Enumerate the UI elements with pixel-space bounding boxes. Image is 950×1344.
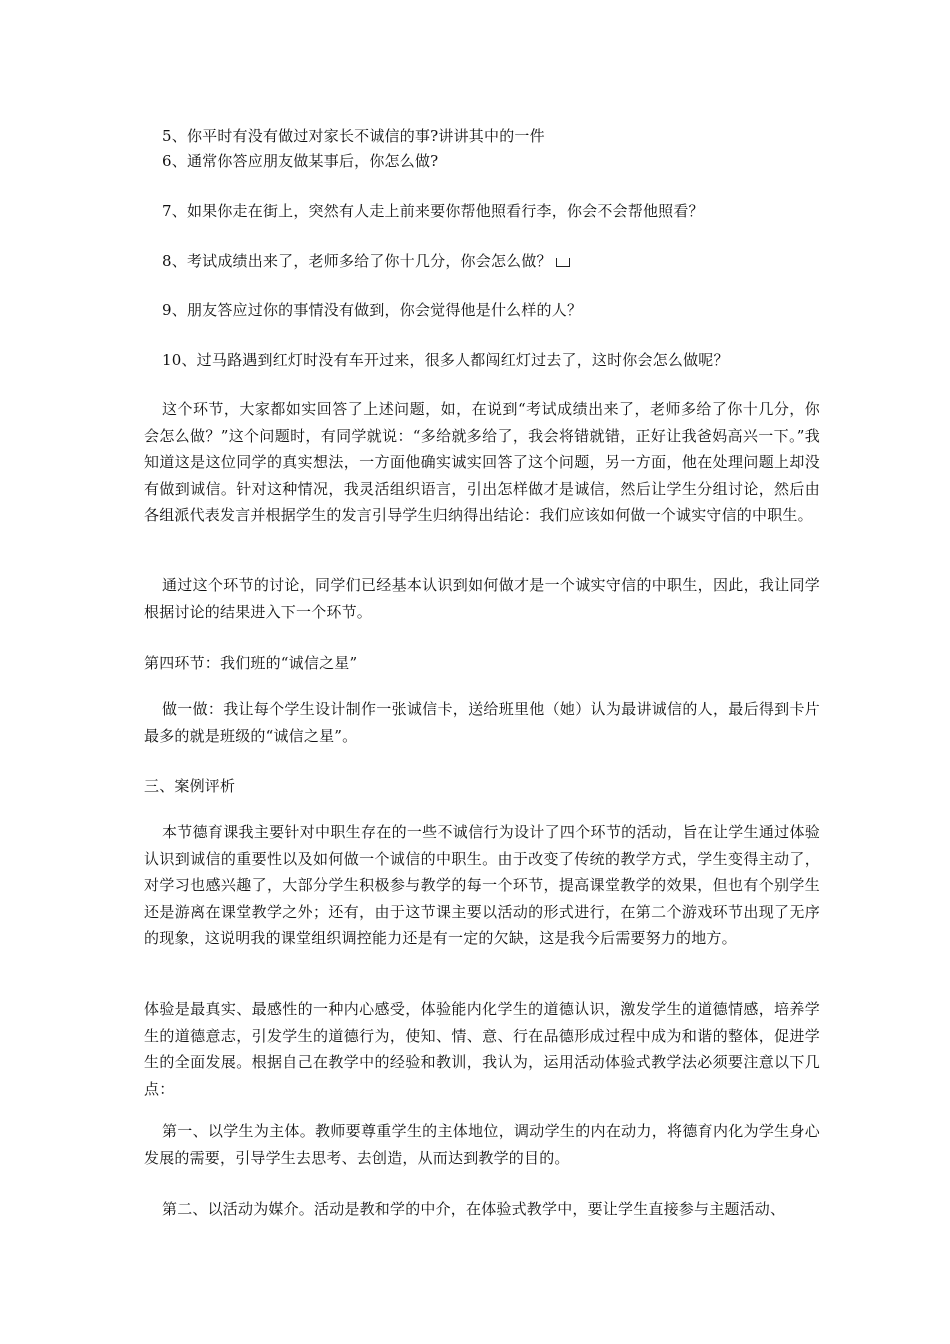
- section-heading-4: 第四环节：我们班的“诚信之星”: [144, 654, 358, 672]
- question-5: 5、你平时有没有做过对家长不诚信的事?讲讲其中的一件: [162, 127, 545, 145]
- paragraph-activity: 做一做：我让每个学生设计制作一张诚信卡，送给班里他（她）认为最讲诚信的人，最后得到卡片最多的就是班级的“诚信之星”。: [144, 700, 820, 745]
- paragraph-transition: 通过这个环节的讨论，同学们已经基本认识到如何做才是一个诚实守信的中职生，因此，我让同学根据讨论的结果进入下一个环节。: [144, 576, 820, 621]
- question-8: [162, 251, 838, 271]
- question-7: 7、如果你走在街上，突然有人走上前来要你帮他照看行李，你会不会帮他照看？: [162, 202, 704, 220]
- edit-mark-icon: [556, 258, 570, 267]
- paragraph-experience: 体验是最真实、最感性的一种内心感受，体验能内化学生的道德认识，激发学生的道德情感，培养学生的道德意志，引发学生的道德行为，使知、情、意、行在品德形成过程中成为和谐的整体，促进学生的全面发展。根据自己在教学中的经验和教训，我认为，运用活动体验式教学法必须要注意以下几点：: [144, 1000, 820, 1098]
- paragraph-evaluation: 本节德育课我主要针对中职生存在的一些不诚信行为设计了四个环节的活动，旨在让学生通过体验认识到诚信的重要性以及如何做一个诚信的中职生。由于改变了传统的教学方式，学生变得主动了，对学习也感兴趣了，大部分学生积极参与教学的每一个环节，提高课堂教学的效果，但也有个别学生还是游离在课堂教学之外；还有，由于这节课主要以活动的形式进行，在第二个游戏环节出现了无序的现象，这说明我的课堂组织调控能力还是有一定的欠缺，这是我今后需要努力的地方。: [144, 823, 820, 947]
- paragraph-point-2: 第二、以活动为媒介。活动是教和学的中介，在体验式教学中，要让学生直接参与主题活动、: [162, 1200, 786, 1218]
- question-8-text: 8、考试成绩出来了，老师多给了你十几分，你会怎么做？: [162, 252, 552, 270]
- question-9: 9、朋友答应过你的事情没有做到，你会觉得他是什么样的人？: [162, 301, 583, 319]
- paragraph-discussion: 这个环节，大家都如实回答了上述问题，如，在说到“考试成绩出来了，老师多给了你十几分，你会怎么做？”这个问题时，有同学就说：“多给就多给了，我会将错就错，正好让我爸妈高兴一下。”我知道这是这位同学的真实想法，一方面他确实诚实回答了这个问题，另一方面，他在处理问题上却没有做到诚信。针对这种情况，我灵活组织语言，引出怎样做才是诚信，然后让学生分组讨论，然后由各组派代表发言并根据学生的发言引导学生归纳得出结论：我们应该如何做一个诚实守信的中职生。: [144, 400, 820, 524]
- question-6: 6、通常你答应朋友做某事后，你怎么做?: [162, 152, 439, 170]
- section-heading-3: 三、案例评析: [144, 777, 236, 795]
- paragraph-point-1: 第一、以学生为主体。教师要尊重学生的主体地位，调动学生的内在动力，将德育内化为学生身心发展的需要，引导学生去思考、去创造，从而达到教学的目的。: [144, 1122, 820, 1167]
- question-10: 10、过马路遇到红灯时没有车开过来，很多人都闯红灯过去了，这时你会怎么做呢？: [162, 351, 729, 369]
